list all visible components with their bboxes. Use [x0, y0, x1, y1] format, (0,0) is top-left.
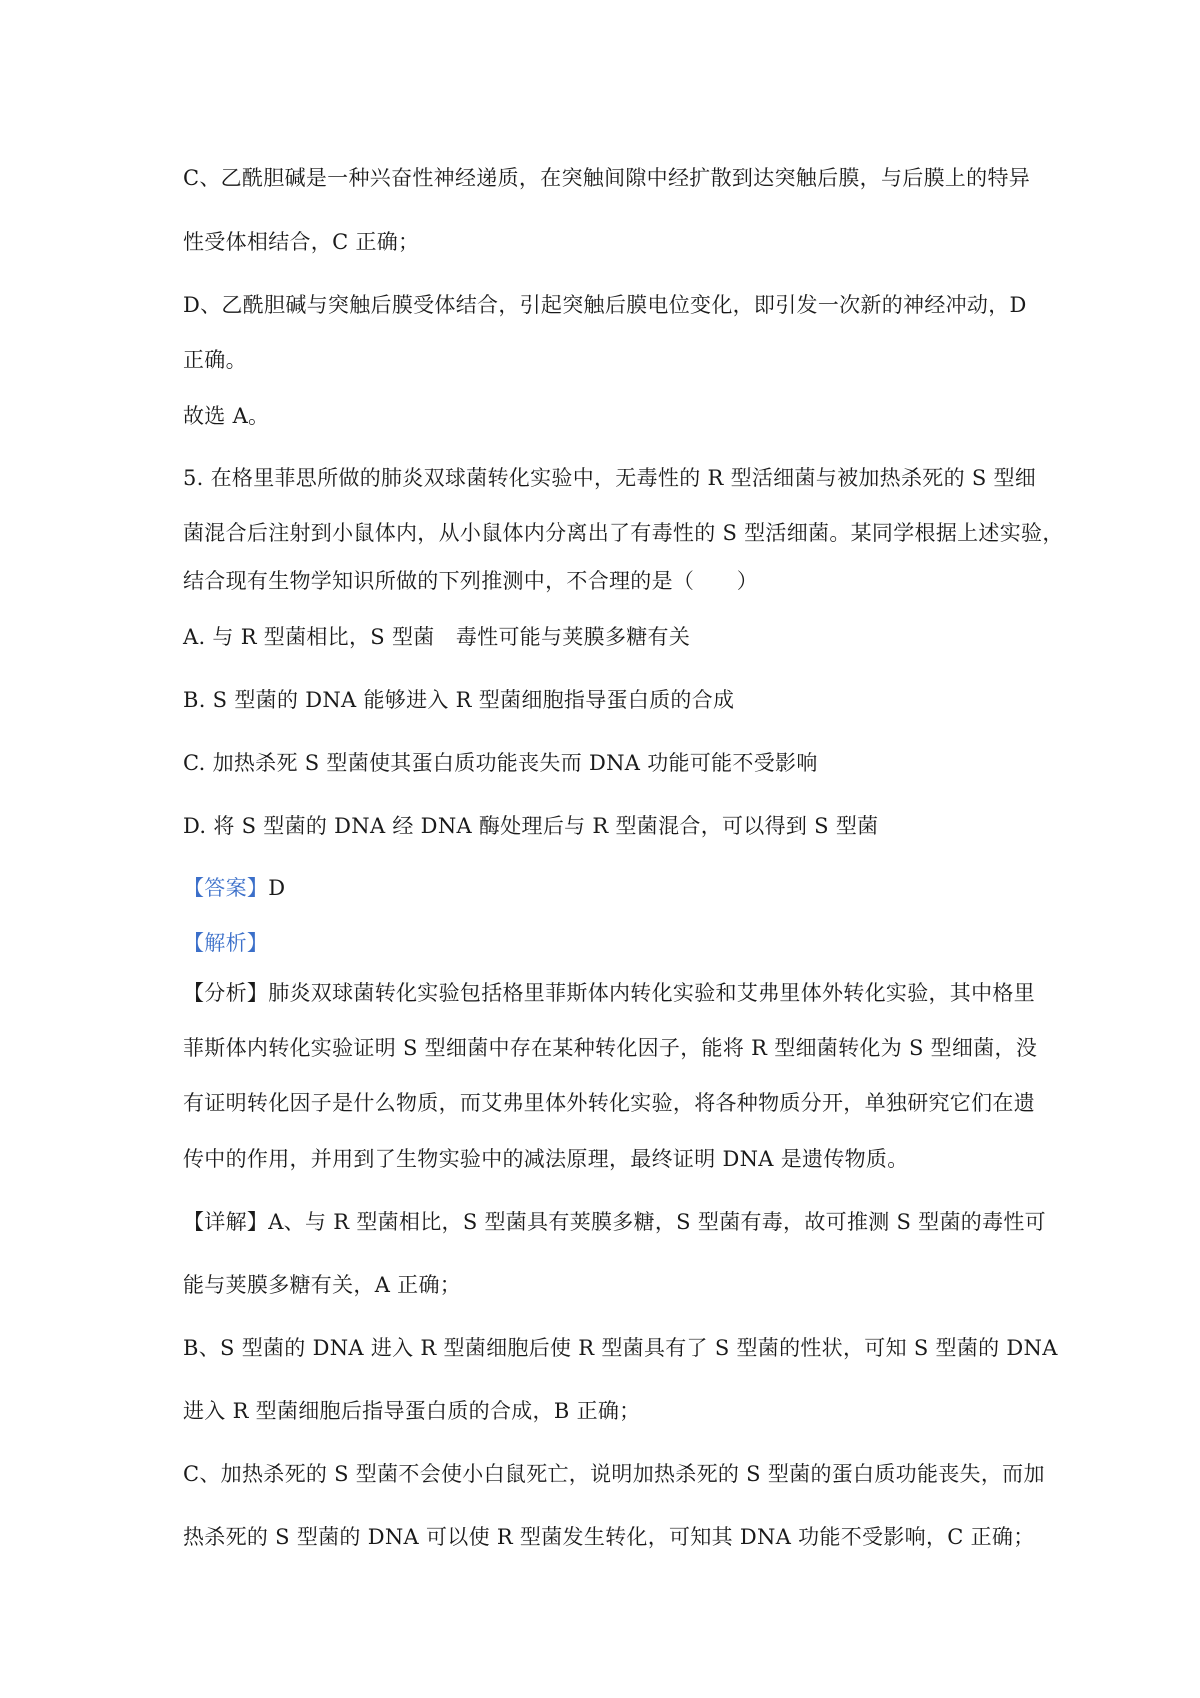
- option-d: D. 将 S 型菌的 DNA 经 DNA 酶处理后与 R 型菌混合，可以得到 S 型菌: [183, 814, 879, 838]
- line-option-c-explanation-1: C、乙酰胆碱是一种兴奋性神经递质，在突触间隙中经扩散到达突触后膜，与后膜上的特异: [183, 166, 1031, 190]
- analysis-para-2: 菲斯体内转化实验证明 S 型细菌中存在某种转化因子，能将 R 型细菌转化为 S 型细菌，没: [183, 1036, 1038, 1060]
- detail-b-2: 进入 R 型菌细胞后指导蛋白质的合成，B 正确；: [183, 1399, 641, 1423]
- line-previous-choice: 故选 A。: [183, 404, 270, 428]
- option-b: B. S 型菌的 DNA 能够进入 R 型菌细胞指导蛋白质的合成: [183, 688, 735, 712]
- detail-c-1: C、加热杀死的 S 型菌不会使小白鼠死亡，说明加热杀死的 S 型菌的蛋白质功能丧失，而加: [183, 1462, 1045, 1486]
- detail-c-2: 热杀死的 S 型菌的 DNA 可以使 R 型菌发生转化，可知其 DNA 功能不受影响，C 正确；: [183, 1525, 1035, 1549]
- question-5-stem-1: 5. 在格里菲思所做的肺炎双球菌转化实验中，无毒性的 R 型活细菌与被加热杀死的 S 型细: [183, 466, 1037, 490]
- analysis-heading: 【解析】: [183, 931, 269, 955]
- detail-a-1: 【详解】A、与 R 型菌相比，S 型菌具有荚膜多糖，S 型菌有毒，故可推测 S 型菌的毒性可: [183, 1210, 1046, 1234]
- analysis-para-4: 传中的作用，并用到了生物实验中的减法原理，最终证明 DNA 是遗传物质。: [183, 1147, 909, 1171]
- analysis-para-3: 有证明转化因子是什么物质，而艾弗里体外转化实验，将各种物质分开，单独研究它们在遗: [183, 1091, 1035, 1115]
- detail-a-2: 能与荚膜多糖有关，A 正确；: [183, 1273, 462, 1297]
- option-a: A. 与 R 型菌相比，S 型菌 毒性可能与荚膜多糖有关: [183, 625, 691, 649]
- option-c: C. 加热杀死 S 型菌使其蛋白质功能丧失而 DNA 功能可能不受影响: [183, 751, 818, 775]
- answer-label: 【答案】: [183, 876, 269, 900]
- analysis-para-1: 【分析】肺炎双球菌转化实验包括格里菲斯体内转化实验和艾弗里体外转化实验，其中格里: [183, 981, 1035, 1005]
- detail-b-1: B、S 型菌的 DNA 进入 R 型菌细胞后使 R 型菌具有了 S 型菌的性状，可知 S 型菌的 DNA: [183, 1336, 1058, 1360]
- answer-value: D: [268, 876, 286, 900]
- line-option-d-explanation-1: D、乙酰胆碱与突触后膜受体结合，引起突触后膜电位变化，即引发一次新的神经冲动，D: [183, 293, 1027, 317]
- question-5-stem-2: 菌混合后注射到小鼠体内，从小鼠体内分离出了有毒性的 S 型活细菌。某同学根据上述实验，: [183, 521, 1064, 545]
- line-option-c-explanation-2: 性受体相结合，C 正确；: [183, 230, 420, 254]
- answer-line: [183, 874, 285, 902]
- question-5-stem-3: 结合现有生物学知识所做的下列推测中，不合理的是（ ）: [183, 569, 759, 593]
- line-option-d-explanation-2: 正确。: [183, 348, 247, 372]
